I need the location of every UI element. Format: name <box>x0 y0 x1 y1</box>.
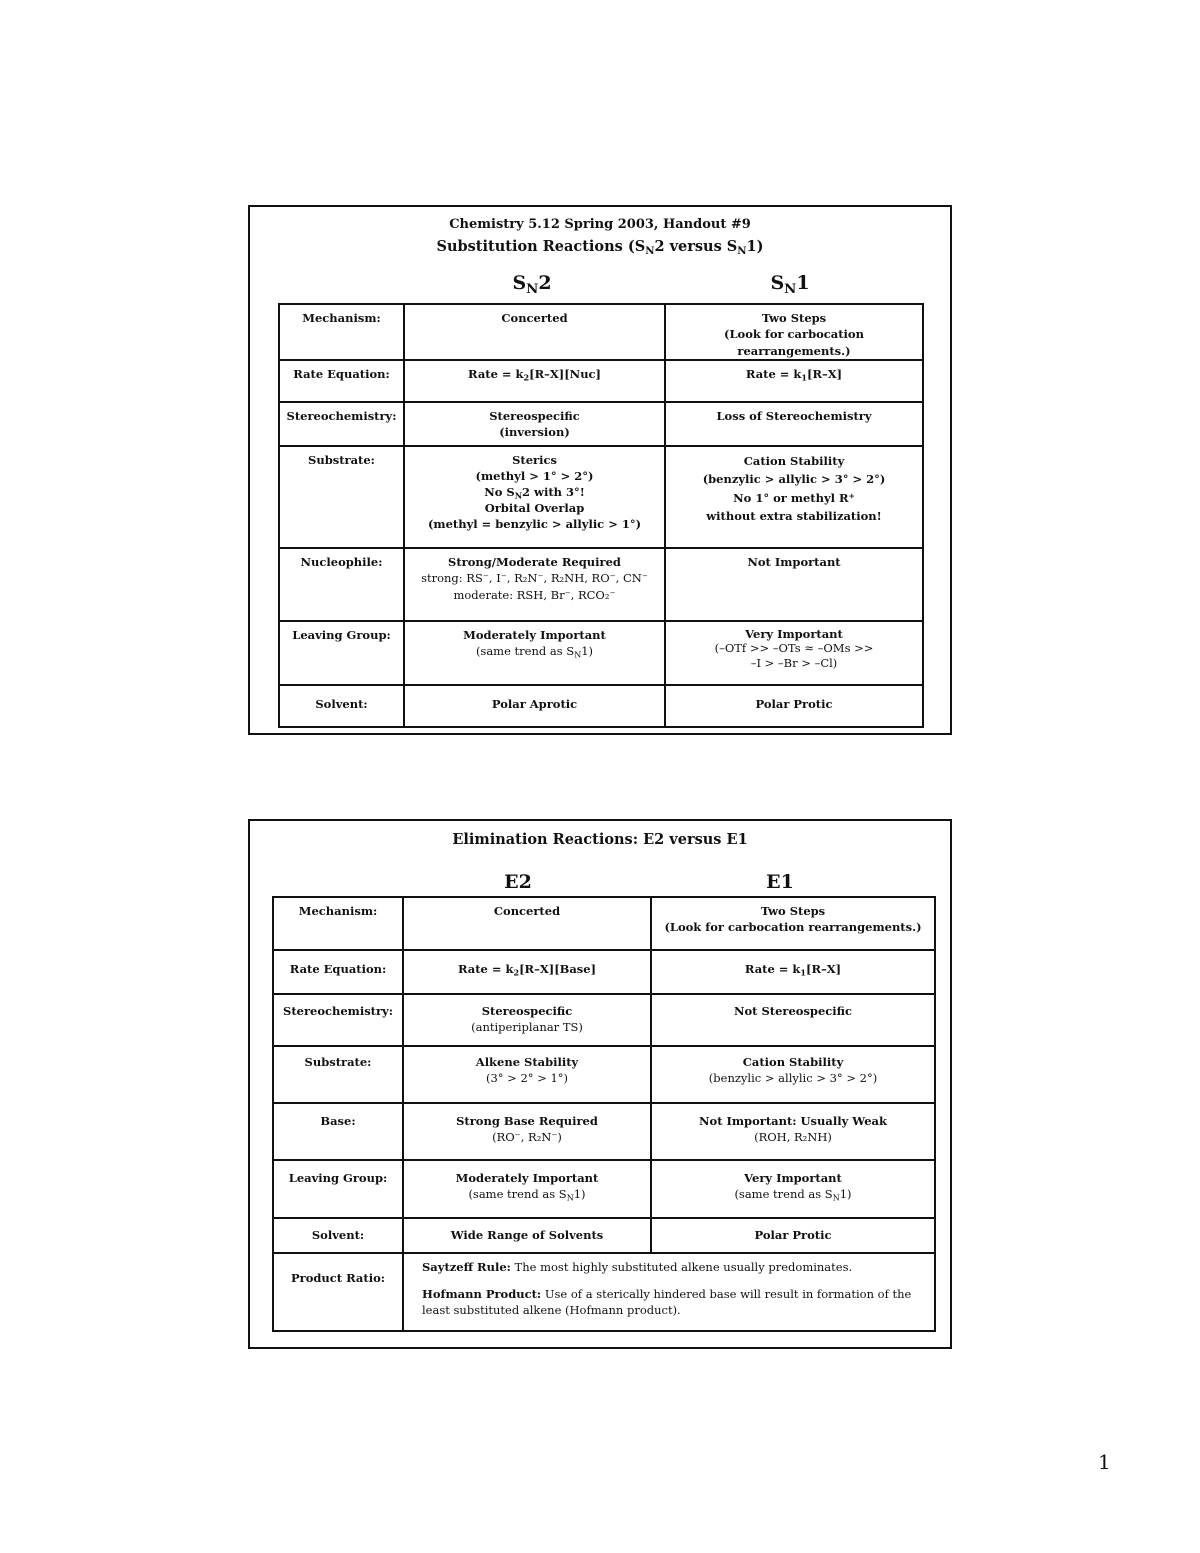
sn1-cell: Two Steps (Look for carbocation rearrangements.) <box>665 304 923 360</box>
row-label: Solvent: <box>273 1218 403 1253</box>
sn1-cell: Very Important (–OTf >> –OTs ≈ –OMs >> –I > –Br > –Cl) <box>665 621 923 685</box>
sn1-cell: Not Important <box>665 548 923 621</box>
table-row <box>279 685 923 727</box>
page-number: 1 <box>1098 1450 1111 1474</box>
column-heading-sn1: $S_N1$ <box>770 272 810 297</box>
row-label: Nucleophile: <box>279 548 404 621</box>
row-label: Rate Equation: <box>279 360 404 402</box>
course-heading: Chemistry 5.12 Spring 2003, Handout #9 <box>449 217 751 232</box>
sn2-cell: Stereospecific (inversion) <box>404 402 665 446</box>
substitution-slide <box>248 205 952 735</box>
row-label: Base: <box>273 1103 403 1160</box>
row-label: Stereochemistry: <box>279 402 404 446</box>
table-row <box>273 897 935 950</box>
product-ratio-cell <box>403 1253 935 1331</box>
table-row <box>273 1160 935 1218</box>
saytzeff-rule: Saytzeff Rule: The most highly substituted alkene usually predominates. <box>422 1260 853 1274</box>
e1-cell: Two Steps (Look for carbocation rearrangements.) <box>651 897 935 950</box>
column-heading-e2: E2 <box>504 871 532 893</box>
sn2-cell: Moderately Important (same trend as $S_N1$) <box>404 621 665 685</box>
row-label: Substrate: <box>273 1046 403 1103</box>
e1-cell: Polar Protic <box>651 1218 935 1253</box>
row-label: Solvent: <box>279 685 404 727</box>
table-row <box>279 360 923 402</box>
hofmann-product: Hofmann Product: Use of a sterically hindered base will result in formation of the least substituted alkene (Hofmann product). <box>422 1286 912 1318</box>
slide-subtitle: Substitution Reactions ($S_N2$ versus $S_N1$) <box>436 238 764 258</box>
sn1-cell: Loss of Stereochemistry <box>665 402 923 446</box>
e1-cell: Very Important (same trend as $S_N1$) <box>651 1160 935 1218</box>
row-label: Substrate: <box>279 446 404 548</box>
e1-cell: Not Stereospecific <box>651 994 935 1046</box>
column-heading-e1: E1 <box>766 871 794 893</box>
e1-cell: Rate = $k_1[R-X]$ <box>651 950 935 994</box>
e2-cell: Moderately Important (same trend as $S_N1$) <box>403 1160 651 1218</box>
row-label: Mechanism: <box>273 897 403 950</box>
substitution-table <box>278 303 924 728</box>
e2-cell: Concerted <box>403 897 651 950</box>
table-row <box>279 446 923 548</box>
table-row <box>273 1046 935 1103</box>
column-heading-sn2: $S_N2$ <box>512 272 552 297</box>
sn1-cell: Polar Protic <box>665 685 923 727</box>
table-row <box>279 548 923 621</box>
table-row <box>279 621 923 685</box>
row-label: Leaving Group: <box>279 621 404 685</box>
row-label: Leaving Group: <box>273 1160 403 1218</box>
row-label: Mechanism: <box>279 304 404 360</box>
row-label: Stereochemistry: <box>273 994 403 1046</box>
e2-cell: Strong Base Required (RO⁻, R₂N⁻) <box>403 1103 651 1160</box>
sn2-cell: Strong/Moderate Required strong: RS⁻, I⁻, R₂N⁻, R₂NH, RO⁻, CN⁻ moderate: RSH, Br⁻, RCO₂⁻ <box>404 548 665 621</box>
slide-title: Elimination Reactions: E2 versus E1 <box>452 831 748 848</box>
table-row <box>273 950 935 994</box>
table-row <box>279 304 923 360</box>
table-row <box>279 402 923 446</box>
sn2-cell: Polar Aprotic <box>404 685 665 727</box>
table-row <box>273 1253 935 1331</box>
sn1-cell: Cation Stability (benzylic > allylic > 3° > 2°) No 1° or methyl R+ without extra stabilization! <box>665 446 923 548</box>
sn2-cell: Concerted <box>404 304 665 360</box>
sn2-cell: Sterics (methyl > 1° > 2°) No $S_N2$ with 3°! Orbital Overlap (methyl = benzylic > allylic > 1°) <box>404 446 665 548</box>
sn2-cell: Rate = $k_2[R-X][Nuc]$ <box>404 360 665 402</box>
table-row <box>273 1218 935 1253</box>
table-row <box>273 1103 935 1160</box>
table-row <box>273 994 935 1046</box>
row-label: Rate Equation: <box>273 950 403 994</box>
elimination-slide <box>248 819 952 1349</box>
sn1-cell: Rate = $k_1[R-X]$ <box>665 360 923 402</box>
e2-cell: Alkene Stability (3° > 2° > 1°) <box>403 1046 651 1103</box>
e2-cell: Rate = $k_2[R-X][Base]$ <box>403 950 651 994</box>
e2-cell: Stereospecific (antiperiplanar TS) <box>403 994 651 1046</box>
elimination-table <box>272 896 936 1332</box>
e1-cell: Not Important: Usually Weak (ROH, R₂NH) <box>651 1103 935 1160</box>
e1-cell: Cation Stability (benzylic > allylic > 3° > 2°) <box>651 1046 935 1103</box>
e2-cell: Wide Range of Solvents <box>403 1218 651 1253</box>
row-label: Product Ratio: <box>273 1253 403 1331</box>
